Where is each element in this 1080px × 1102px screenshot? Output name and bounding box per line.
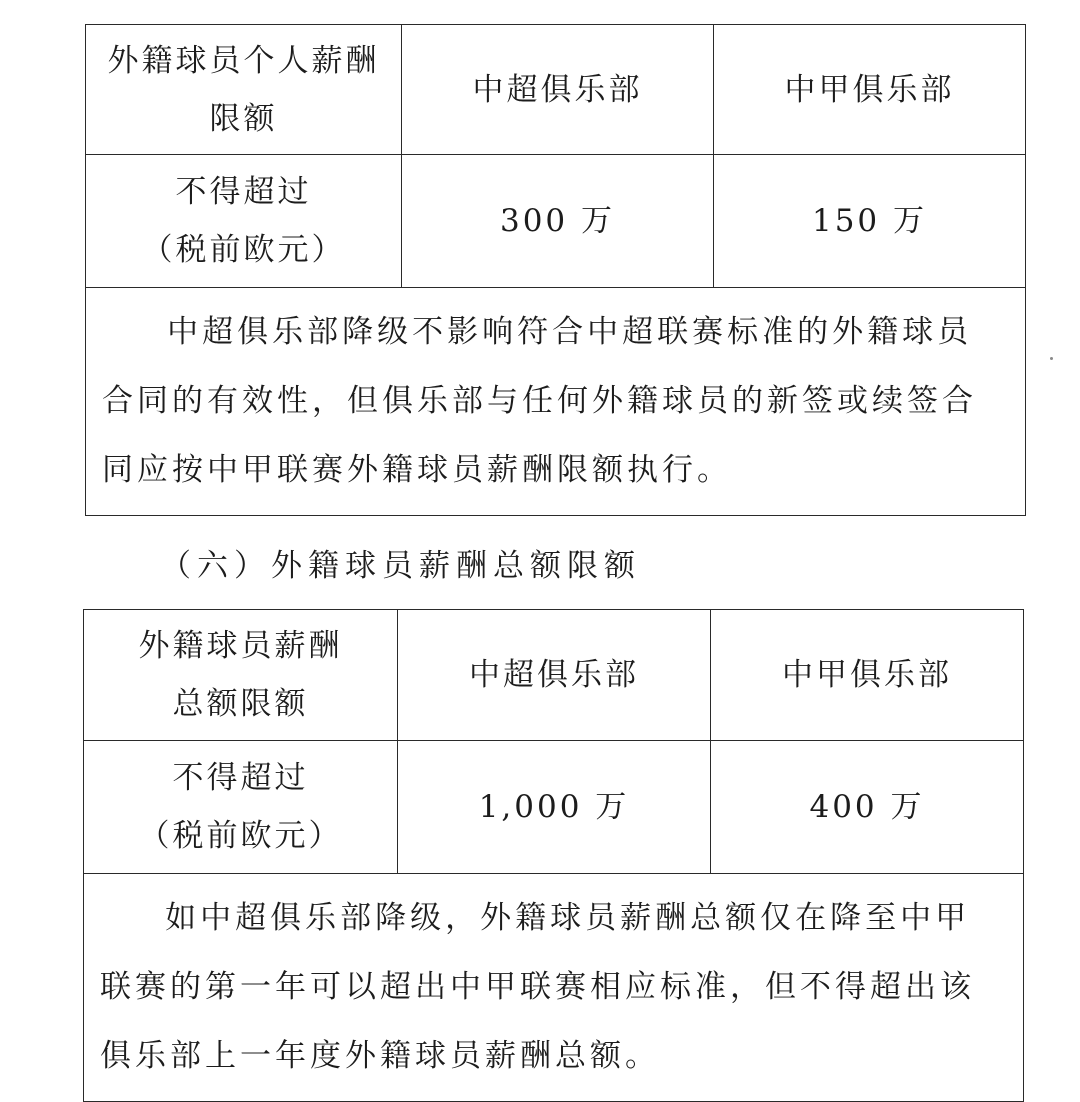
row-label-cell <box>84 610 398 741</box>
row-label-line: （税前欧元） <box>138 818 343 854</box>
scan-speck <box>1050 357 1053 360</box>
table-row <box>86 155 1026 288</box>
league-one-value: 150 万 <box>714 155 1026 288</box>
section-heading: （六）外籍球员薪酬总额限额 <box>160 548 641 584</box>
header-label-line: 总额限额 <box>172 686 309 722</box>
row-label-cell <box>86 25 402 155</box>
row-label-cell <box>86 155 402 288</box>
table-row <box>84 741 1024 874</box>
header-label-line: 外籍球员薪酬 <box>138 628 343 664</box>
note-row <box>84 874 1024 1102</box>
column-header-league-one: 中甲俱乐部 <box>711 610 1024 741</box>
row-label-line: （税前欧元） <box>141 232 346 268</box>
column-header-super-league: 中超俱乐部 <box>398 610 711 741</box>
header-label-line: 外籍球员个人薪酬 <box>107 42 380 79</box>
note-cell <box>84 874 1024 1102</box>
individual-salary-cap-table <box>85 24 1026 516</box>
column-header-super-league: 中超俱乐部 <box>402 25 714 155</box>
row-label-line: 不得超过 <box>175 174 312 210</box>
league-one-value: 400 万 <box>711 741 1024 874</box>
header-label-line: 限额 <box>209 100 278 137</box>
note-row <box>86 288 1026 516</box>
row-label-line: 不得超过 <box>172 760 309 796</box>
super-league-value: 1,000 万 <box>398 741 711 874</box>
column-header-league-one: 中甲俱乐部 <box>714 25 1026 155</box>
note-text: 如中超俱乐部降级，外籍球员薪酬总额仅在降至中甲联赛的第一年可以超出中甲联赛相应标准，但不得超出该俱乐部上一年度外籍球员薪酬总额。 <box>100 900 975 1074</box>
table-header-row <box>84 610 1024 741</box>
row-label-cell <box>84 741 398 874</box>
total-salary-cap-table <box>83 609 1024 1102</box>
note-text: 中超俱乐部降级不影响符合中超联赛标准的外籍球员合同的有效性，但俱乐部与任何外籍球员的新签或续签合同应按中甲联赛外籍球员薪酬限额执行。 <box>102 314 977 488</box>
super-league-value: 300 万 <box>402 155 714 288</box>
table-header-row <box>86 25 1026 155</box>
note-cell <box>86 288 1026 516</box>
